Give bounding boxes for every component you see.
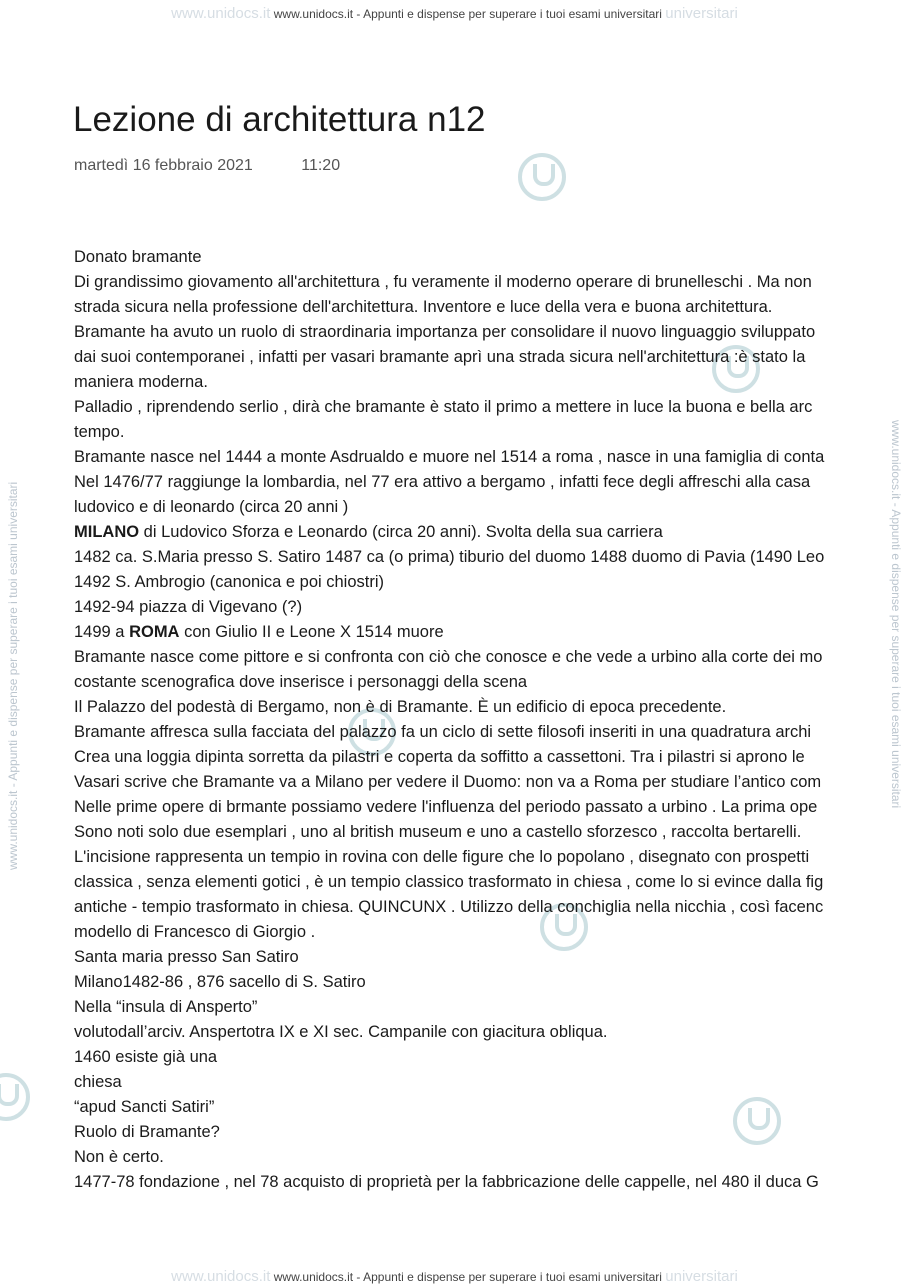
note-line: maniera moderna.: [74, 373, 208, 391]
note-line: 1460 esiste già una: [74, 1048, 218, 1066]
note-line: Vasari scrive che Bramante va a Milano per vedere il Duomo: non va a Roma per studiare l’antico com: [74, 773, 822, 791]
watermark-side-left: www.unidocs.it - Appunti e dispense per superare i tuoi esami universitari: [6, 481, 20, 870]
note-line: 1482 ca. S.Maria presso S. Satiro 1487 ca (o prima) tiburio del duomo 1488 duomo di Pavia (1490 Leo: [74, 548, 825, 566]
watermark-header: www.unidocs.it www.unidocs.it - Appunti e dispense per superare i tuoi esami universitari universitari: [171, 5, 738, 22]
page-date: martedì 16 febbraio 2021: [74, 157, 253, 174]
watermark-header-text: www.unidocs.it - Appunti e dispense per superare i tuoi esami universitari: [273, 7, 662, 21]
note-line: Nella “insula di Ansperto”: [74, 998, 258, 1016]
page-title: Lezione di architettura n12: [73, 100, 486, 139]
note-line: Non è certo.: [74, 1148, 164, 1166]
note-line: volutodall’arciv. Anspertotra IX e XI sec. Campanile con giacitura obliqua.: [74, 1023, 608, 1041]
note-line: modello di Francesco di Giorgio .: [74, 923, 316, 941]
note-line: Bramante affresca sulla facciata del palazzo fa un ciclo di sette filosofi inseriti in una quadratura archi: [74, 723, 812, 741]
note-line: antiche - tempio trasformato in chiesa. QUINCUNX . Utilizzo della conchiglia nella nicchia , così facenc: [74, 898, 824, 916]
note-line: L'incisione rappresenta un tempio in rovina con delle figure che lo popolano , disegnato con prospetti: [74, 848, 810, 866]
note-line: chiesa: [74, 1073, 122, 1091]
note-line: Milano1482-86 , 876 sacello di S. Satiro: [74, 973, 366, 991]
note-line: MILANO di Ludovico Sforza e Leonardo (circa 20 anni). Svolta della sua carriera: [74, 523, 663, 541]
note-line: Nel 1476/77 raggiunge la lombardia, nel 77 era attivo a bergamo , infatti fece degli affreschi alla casa: [74, 473, 811, 491]
note-line: “apud Sancti Satiri”: [74, 1098, 215, 1116]
note-body: [74, 245, 909, 1195]
note-line: 1477-78 fondazione , nel 78 acquisto di proprietà per la fabbricazione delle cappelle, nel 480 il duca G: [74, 1173, 819, 1191]
note-line: Crea una loggia dipinta sorretta da pilastri e coperta da soffitto a cassettoni. Tra i pilastri si aprono le: [74, 748, 805, 766]
note-line: Nelle prime opere di brmante possiamo vedere l'influenza del periodo passato a urbino . La prima ope: [74, 798, 818, 816]
unidocs-logo-icon: [0, 1073, 30, 1121]
page-time: 11:20: [301, 157, 341, 174]
note-line: Bramante ha avuto un ruolo di straordinaria importanza per consolidare il nuovo linguaggio sviluppato: [74, 323, 816, 341]
watermark-footer: www.unidocs.it www.unidocs.it - Appunti e dispense per superare i tuoi esami universitari universitari: [171, 1268, 738, 1285]
note-line: Bramante nasce come pittore e si confronta con ciò che conosce e che vede a urbino alla corte dei mo: [74, 648, 823, 666]
note-line: Di grandissimo giovamento all'architettura , fu veramente il moderno operare di brunelleschi . Ma non: [74, 273, 812, 291]
note-line: Santa maria presso San Satiro: [74, 948, 299, 966]
note-line: 1499 a ROMA con Giulio II e Leone X 1514 muore: [74, 623, 444, 641]
note-line: Palladio , riprendendo serlio , dirà che bramante è stato il primo a mettere in luce la buona e bella arc: [74, 398, 813, 416]
page-meta: [74, 157, 340, 175]
note-line: tempo.: [74, 423, 125, 441]
note-line: Il Palazzo del podestà di Bergamo, non è di Bramante. È un edificio di epoca precedente.: [74, 698, 727, 716]
note-line: Sono noti solo due esemplari , uno al british museum e uno a castello sforzesco , raccolta bertarelli.: [74, 823, 802, 841]
note-line: 1492-94 piazza di Vigevano (?): [74, 598, 303, 616]
note-line: Bramante nasce nel 1444 a monte Asdrualdo e muore nel 1514 a roma , nasce in una famiglia di conta: [74, 448, 825, 466]
watermark-side-right: www.unidocs.it - Appunti e dispense per superare i tuoi esami universitari: [889, 420, 903, 809]
note-line: ludovico e di leonardo (circa 20 anni ): [74, 498, 349, 516]
note-line: Donato bramante: [74, 248, 202, 266]
note-line: strada sicura nella professione dell'architettura. Inventore e luce della vera e buona architettura.: [74, 298, 773, 316]
note-line: costante scenografica dove inserisce i personaggi della scena: [74, 673, 528, 691]
note-line: classica , senza elementi gotici , è un tempio classico trasformato in chiesa , come lo si evince dalla fig: [74, 873, 824, 891]
note-line: dai suoi contemporanei , infatti per vasari bramante aprì una strada sicura nell'architettura :è stato la: [74, 348, 806, 366]
note-line: Ruolo di Bramante?: [74, 1123, 220, 1141]
note-line: 1492 S. Ambrogio (canonica e poi chiostri): [74, 573, 385, 591]
watermark-footer-text: www.unidocs.it - Appunti e dispense per superare i tuoi esami universitari: [273, 1270, 662, 1284]
unidocs-logo-icon: [518, 153, 566, 201]
